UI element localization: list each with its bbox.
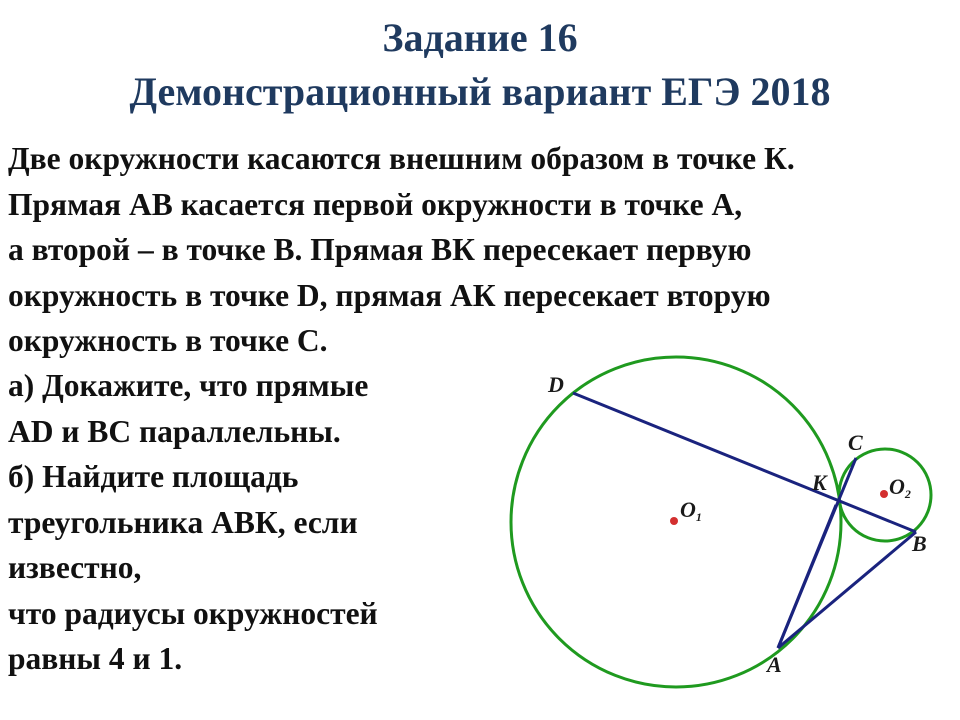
label-O1: O1 — [680, 497, 702, 524]
problem-line: окружность в точке С. — [8, 323, 328, 358]
question-line: известно, — [8, 550, 142, 585]
problem-line: окружность в точке D, прямая АК пересекает вторую — [8, 277, 771, 313]
problem-line: Прямая АВ касается первой окружности в точке А, — [8, 186, 743, 222]
segment-AK — [778, 505, 836, 648]
task-title: Задание 16 — [382, 15, 578, 60]
label-D: D — [548, 372, 564, 397]
tangent-AB — [778, 532, 916, 648]
label-A: A — [767, 652, 782, 677]
question-line: AD и ВС параллельны. — [8, 413, 341, 449]
label-B: B — [912, 531, 927, 556]
segment-DB — [573, 393, 916, 532]
label-K: K — [812, 470, 827, 495]
question-line: а) Докажите, что прямые — [8, 368, 369, 403]
center-O1 — [670, 517, 678, 525]
question-line: треугольника АВК, если — [8, 504, 358, 540]
label-C: C — [848, 430, 863, 455]
problem-line: а второй – в точке В. Прямая ВК пересекает первую — [8, 232, 752, 267]
problem-line: Две окружности касаются внешним образом в точке К. — [8, 141, 795, 176]
exam-variant-title: Демонстрационный вариант ЕГЭ 2018 — [129, 69, 831, 114]
question-line: равны 4 и 1. — [8, 641, 183, 676]
label-O2: O2 — [889, 474, 911, 501]
question-line: что радиусы окружностей — [8, 595, 378, 631]
center-O2 — [880, 490, 888, 498]
question-line: б) Найдите площадь — [8, 459, 299, 494]
